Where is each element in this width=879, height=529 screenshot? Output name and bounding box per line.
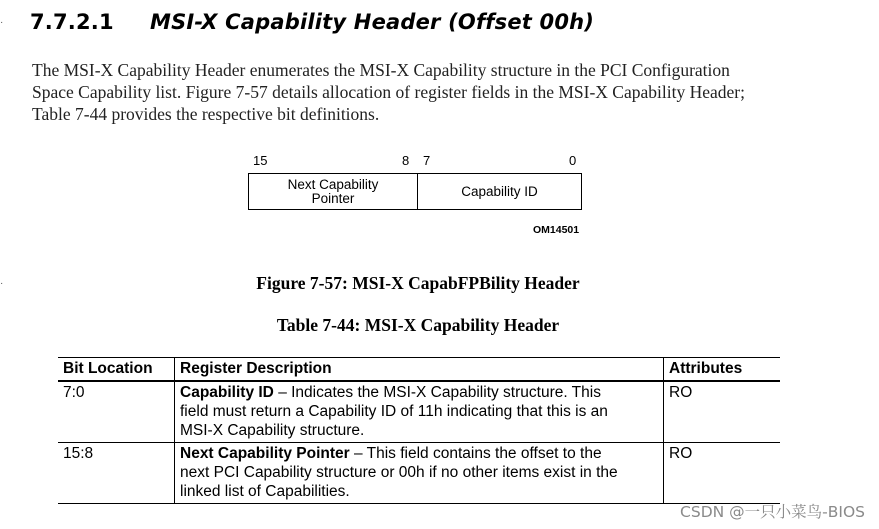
margin-mark: ·: [0, 278, 4, 289]
intro-paragraph: [32, 59, 832, 125]
description-line: next PCI Capability structure or 00h if no other items exist in the: [180, 464, 618, 481]
field-name: Next Capability Pointer: [180, 445, 350, 462]
bit-label-7: 7: [423, 153, 431, 168]
description-line: MSI-X Capability structure.: [180, 422, 365, 439]
description-line: – This field contains the offset to the: [349, 445, 602, 462]
header-bit-location: Bit Location: [58, 358, 175, 382]
cell-description: [175, 443, 664, 504]
cell-bit-location: 7:0: [58, 381, 175, 443]
table-header-row: [58, 358, 780, 382]
header-attributes: Attributes: [664, 358, 781, 382]
description-line: linked list of Capabilities.: [180, 483, 350, 500]
bit-definition-table: [58, 357, 780, 504]
table-row: [58, 443, 780, 504]
figure-caption: Figure 7-57: MSI-X CapabFPBility Header: [256, 273, 580, 293]
section-heading: [30, 10, 594, 34]
section-title: MSI-X Capability Header (Offset 00h): [150, 10, 595, 34]
paragraph-line: Space Capability list. Figure 7-57 details allocation of register fields in the MSI-X Capability Header;: [32, 82, 745, 102]
field-name: Capability ID: [180, 384, 274, 401]
field-next-capability-pointer: [249, 174, 418, 209]
header-register-description: Register Description: [175, 358, 664, 382]
watermark: CSDN @一只小菜鸟-BIOS: [680, 503, 865, 521]
bit-label-8: 8: [402, 153, 410, 168]
table-caption: Table 7-44: MSI-X Capability Header: [276, 315, 560, 335]
bit-label-0: 0: [569, 153, 577, 168]
table-row: [58, 381, 780, 443]
paragraph-line: Table 7-44 provides the respective bit definitions.: [32, 104, 380, 124]
field-capability-id: Capability ID: [461, 183, 538, 199]
cell-description: [175, 381, 664, 443]
section-number: 7.7.2.1: [30, 10, 114, 34]
field-label-line: Next Capability: [287, 176, 379, 192]
field-label-line: Pointer: [311, 190, 355, 206]
margin-mark: ·: [0, 17, 4, 28]
figure-id: OM14501: [533, 224, 580, 236]
description-line: field must return a Capability ID of 11h indicating that this is an: [180, 403, 608, 420]
register-layout-box: [248, 173, 582, 210]
description-line: – Indicates the MSI-X Capability structure. This: [273, 384, 601, 401]
register-diagram: [245, 150, 595, 245]
cell-bit-location: 15:8: [58, 443, 175, 504]
cell-attributes: RO: [664, 443, 781, 504]
paragraph-line: The MSI-X Capability Header enumerates the MSI-X Capability structure in the PCI Configuration: [32, 60, 730, 80]
cell-attributes: RO: [664, 381, 781, 443]
bit-label-15: 15: [253, 153, 268, 168]
